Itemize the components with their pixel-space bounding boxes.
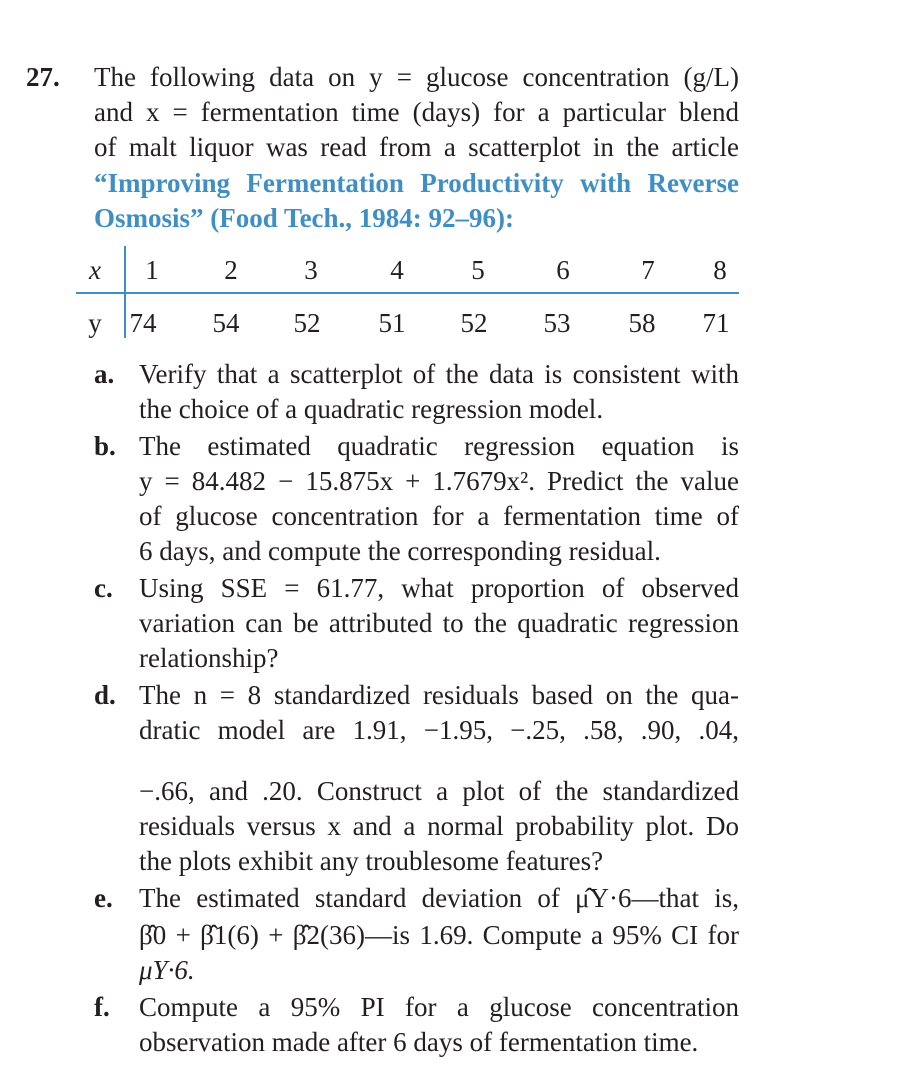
part-f-line-1: Compute a 95% PI for a glucose concentration [139, 992, 739, 1022]
part-c-label: c. [94, 573, 113, 603]
intro-line-3: of malt liquor was read from a scatterplot in the article [94, 132, 739, 162]
x-value: 3 [304, 255, 318, 285]
y-value: 52 [293, 308, 321, 338]
y-value: 53 [543, 308, 571, 338]
table-horizontal-rule [76, 292, 739, 294]
article-title-line-1: “Improving Fermentation Productivity with Reverse [94, 168, 739, 198]
article-title-end: Osmosis” [94, 203, 204, 233]
part-d-line-5: the plots exhibit any troublesome features? [139, 846, 604, 876]
part-f-label: f. [94, 992, 110, 1022]
table-x-label: x [89, 255, 101, 285]
y-value: 52 [460, 308, 488, 338]
part-b-line-4: 6 days, and compute the corresponding residual. [139, 536, 661, 566]
part-c-line-2: variation can be attributed to the quadratic regression [139, 608, 739, 638]
x-value: 6 [556, 255, 570, 285]
part-a-label: a. [94, 359, 115, 389]
article-source: (Food Tech., 1984: 92–96): [210, 203, 515, 233]
x-value: 8 [713, 255, 727, 285]
x-value: 4 [390, 255, 404, 285]
part-b-label: b. [94, 431, 116, 461]
part-e-line-1: The estimated standard deviation of μ̂Y·6—that is, [139, 883, 739, 913]
part-b-line-3: of glucose concentration for a fermentation time of [139, 501, 739, 531]
x-value: 1 [145, 255, 159, 285]
part-c-line-1: Using SSE = 61.77, what proportion of observed [139, 573, 739, 603]
part-d-line-4: residuals versus x and a normal probability plot. Do [139, 811, 739, 841]
intro-line-2: and x = fermentation time (days) for a particular blend [94, 97, 739, 127]
part-a-line-2: the choice of a quadratic regression model. [139, 394, 604, 424]
y-value: 54 [212, 308, 240, 338]
part-f-line-2: observation made after 6 days of fermentation time. [139, 1027, 699, 1057]
part-c-line-3: relationship? [139, 643, 279, 673]
y-value: 71 [702, 308, 730, 338]
part-d-line-1: The n = 8 standardized residuals based on the qua- [139, 680, 739, 710]
table-y-label: y [88, 308, 102, 338]
y-value: 74 [129, 308, 157, 338]
part-e-label: e. [94, 883, 113, 913]
y-value: 58 [628, 308, 656, 338]
part-b-line-2: y = 84.482 − 15.875x + 1.7679x². Predict the value [139, 466, 739, 496]
y-value: 51 [378, 308, 406, 338]
part-d-line-3: −.66, and .20. Construct a plot of the standardized [139, 776, 739, 806]
part-d-line-2: dratic model are 1.91, −1.95, −.25, .58, .90, .04, [139, 715, 739, 745]
x-value: 5 [471, 255, 485, 285]
intro-line-1: The following data on y = glucose concentration (g/L) [94, 62, 739, 92]
part-e-line-3: μY·6. [139, 955, 195, 985]
x-value: 7 [641, 255, 655, 285]
x-value: 2 [224, 255, 238, 285]
article-title-line-2 [94, 201, 514, 235]
problem-number: 27. [26, 62, 60, 92]
part-a-line-1: Verify that a scatterplot of the data is consistent with [139, 359, 739, 389]
part-b-line-1: The estimated quadratic regression equation is [139, 431, 739, 461]
part-e-line-2: β̂0 + β̂1(6) + β̂2(36)—is 1.69. Compute a 95% CI for [139, 920, 739, 950]
part-d-label: d. [94, 680, 116, 710]
